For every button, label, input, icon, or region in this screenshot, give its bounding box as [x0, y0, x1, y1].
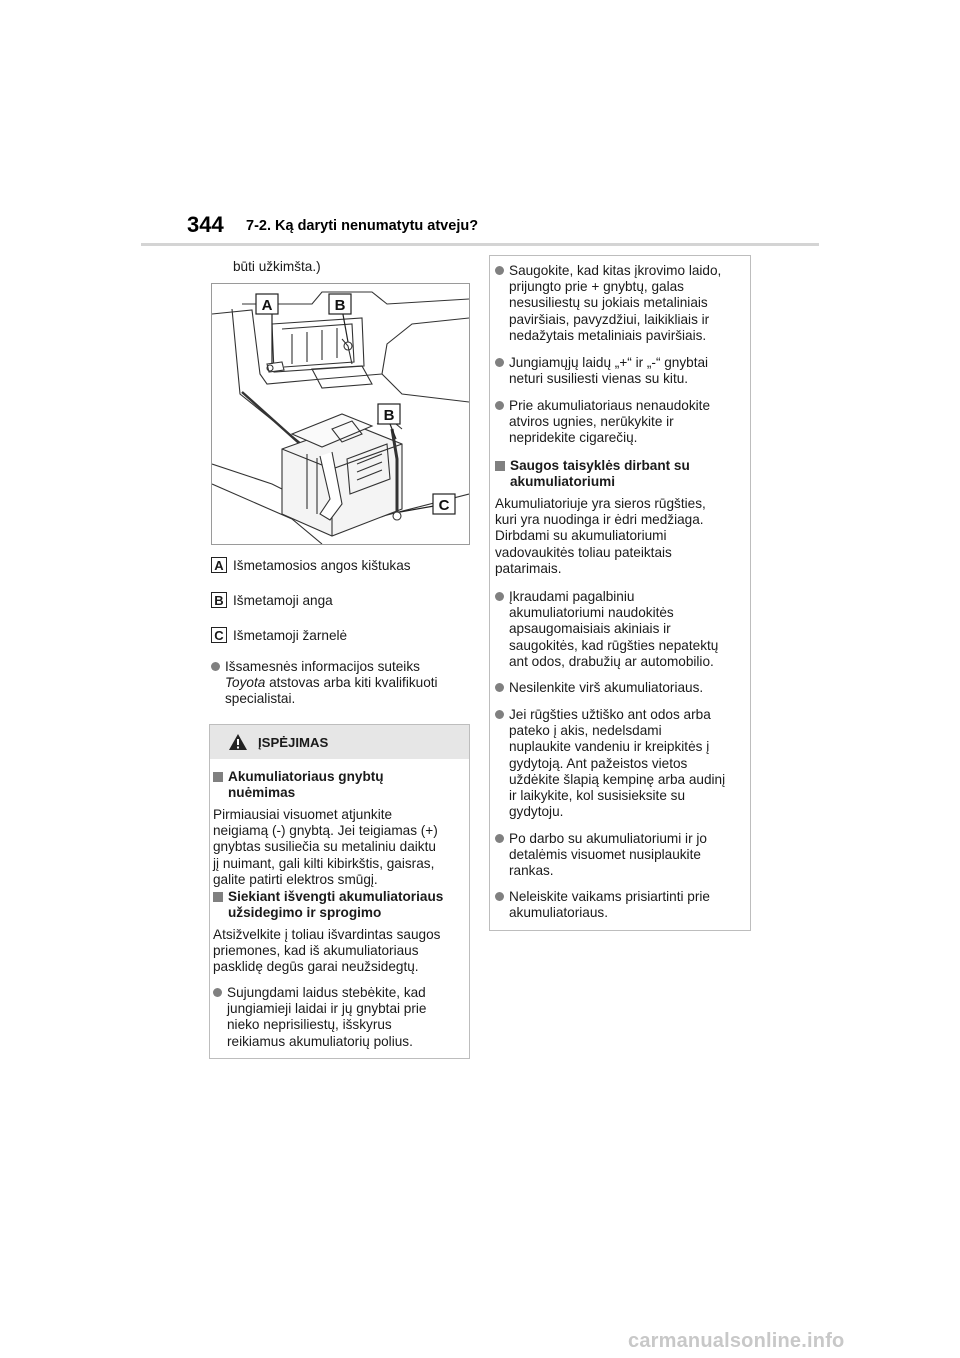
text-line: ant odos, drabužių ar automobilio. — [509, 653, 714, 669]
warning-section-2 — [213, 889, 465, 921]
battery-drawing — [212, 284, 469, 544]
right-bullet-2 — [495, 355, 745, 387]
text-line: nepridekite cigarečių. — [509, 430, 638, 446]
legend-item-a — [211, 557, 411, 573]
square-bullet-icon — [213, 892, 223, 902]
text-line: paviršiais, pavyzdžiui, laikikliais ir — [509, 311, 710, 327]
square-bullet-icon — [495, 461, 505, 471]
legend-item-c — [211, 627, 347, 643]
text-line: Saugos taisyklės dirbant su — [510, 458, 690, 473]
right-bullet-4 — [495, 589, 745, 670]
text-line: akumuliatoriumi — [510, 474, 615, 490]
text-line: akumuliatoriumi naudokitės — [509, 605, 674, 621]
text-line: galite patirti elektros smūgį. — [213, 871, 378, 887]
legend-key: A — [211, 557, 227, 573]
figure-label-b-side: B — [383, 407, 395, 424]
text-line: jungiamieji laidai ir jų gnybtai prie — [227, 1001, 427, 1017]
text-line: gnybtas susiliečia su metaliniu daiktu — [213, 839, 436, 855]
text-line: Neleiskite vaikams prisiartinti prie — [509, 889, 710, 904]
warning-section-1 — [213, 769, 463, 801]
text-line: patarimais. — [495, 560, 562, 576]
text-line: gydytoju. — [509, 804, 564, 820]
text-line: Atsižvelkite į toliau išvardintas saugos — [213, 927, 441, 942]
bullet-dot-icon — [495, 401, 504, 410]
bullet-dot-icon — [495, 358, 504, 367]
text-line: vadovaukitės toliau pateiktais — [495, 544, 672, 560]
text-line: nuplaukite vandeniu ir kreipkitės į — [509, 739, 710, 755]
text-line: nieko neprisiliestų, išskyrus — [227, 1017, 392, 1033]
info-line-2: atstovas arba kiti kvalifikuoti — [265, 675, 438, 691]
warning-heading-2-line-1: Siekiant išvengti akumuliatoriaus — [228, 889, 444, 904]
text-line: Akumuliatoriuje yra sieros rūgšties, — [495, 496, 706, 511]
text-line: neturi susiliesti vienas su kitu. — [509, 371, 689, 387]
right-bullet-6 — [495, 707, 745, 820]
text-line: reikiamus akumuliatorių polius. — [227, 1033, 413, 1049]
legend-text: Išmetamoji anga — [233, 592, 333, 608]
header-divider — [141, 243, 819, 246]
info-bullet — [211, 659, 469, 708]
bullet-dot-icon — [495, 592, 504, 601]
text-line: jį nuimant, gali kilti kibirkštis, gaisras, — [213, 855, 435, 871]
battery-illustration — [211, 283, 470, 545]
text-line: Po darbo su akumuliatoriumi ir jo — [509, 831, 707, 846]
right-bullet-5 — [495, 680, 745, 696]
text-line: pateko į akis, nedelsdami — [509, 723, 662, 739]
warning-bullet — [213, 985, 465, 1050]
warning-heading-1-line-1: Akumuliatoriaus gnybtų — [228, 769, 384, 784]
square-bullet-icon — [213, 772, 223, 782]
bullet-dot-icon — [211, 662, 220, 671]
text-line: Jei rūgšties užtiško ant odos arba — [509, 707, 711, 722]
right-bullet-7 — [495, 831, 745, 880]
warning-heading-1-line-2: nuėmimas — [228, 785, 296, 801]
info-line-1: Išsamesnės informacijos suteiks — [225, 659, 420, 674]
page-number: 344 — [187, 212, 224, 237]
continued-text: būti užkimšta.) — [233, 259, 321, 274]
warning-body-2 — [213, 927, 465, 976]
right-bullet-3 — [495, 398, 745, 447]
text-line: priemones, kad iš akumuliatoriaus — [213, 943, 419, 959]
text-line: kuri yra nuodinga ir ėdri medžiaga. — [495, 512, 704, 528]
bullet-dot-icon — [495, 266, 504, 275]
text-line: Dirbdami su akumuliatoriumi — [495, 528, 667, 544]
right-bullet-8 — [495, 889, 745, 921]
bullet-dot-icon — [495, 683, 504, 692]
text-line: detalėmis visuomet nusiplaukite — [509, 847, 701, 863]
text-line: nedažytais metaliniais paviršiais. — [509, 327, 707, 343]
text-line: saugokitės, kad rūgšties nepatektų — [509, 637, 719, 653]
bullet-dot-icon — [213, 988, 222, 997]
warning-header — [210, 725, 469, 759]
warning-box — [209, 724, 470, 1059]
text-line: Įkraudami pagalbiniu — [509, 589, 635, 604]
text-line: Nesilenkite virš akumuliatoriaus. — [509, 680, 704, 695]
text-line: apsaugomaisiais akiniais ir — [509, 621, 671, 637]
section-title: 7-2. Ką daryti nenumatytu atveju? — [246, 218, 479, 234]
watermark: carmanualsonline.info — [628, 1330, 845, 1352]
bullet-dot-icon — [495, 710, 504, 719]
bullet-dot-icon — [495, 834, 504, 843]
right-section-body — [495, 496, 747, 577]
legend-text: Išmetamosios angos kištukas — [233, 557, 411, 573]
text-line: Saugokite, kad kitas įkrovimo laido, — [509, 263, 722, 278]
figure-label-c: C — [438, 497, 450, 514]
safety-notes-box — [489, 255, 751, 931]
brand-name: Toyota — [225, 675, 266, 691]
text-line: gydytoją. Ant pažeistos vietos — [509, 755, 688, 771]
text-line: ir laikykite, kol susisieksite su — [509, 788, 686, 804]
warning-body-1 — [213, 807, 465, 888]
legend-key: B — [211, 592, 227, 608]
text-line: akumuliatoriaus. — [509, 905, 608, 921]
text-line: Sujungdami laidus stebėkite, kad — [227, 985, 426, 1000]
right-section-heading — [495, 458, 745, 490]
text-line: prijungto prie + gnybtų, galas — [509, 279, 684, 295]
legend-item-b — [211, 592, 333, 608]
warning-heading-2-line-2: užsidegimo ir sprogimo — [228, 905, 382, 921]
figure-label-b-top: B — [334, 297, 346, 314]
legend-text: Išmetamoji žarnelė — [233, 627, 348, 643]
text-line: Prie akumuliatoriaus nenaudokite — [509, 398, 711, 413]
text-line: uždėkite šlapią kempinę arba audinį — [509, 771, 726, 787]
legend-key: C — [211, 627, 227, 643]
figure-label-a: A — [261, 297, 273, 314]
bullet-dot-icon — [495, 892, 504, 901]
text-line: rankas. — [509, 863, 554, 879]
warning-triangle-icon — [228, 733, 248, 751]
text-line: nesusiliestų su jokiais metaliniais — [509, 295, 708, 311]
text-line: neigiamą (-) gnybtą. Jei teigiamas (+) — [213, 823, 438, 839]
info-line-3: specialistai. — [225, 691, 296, 707]
text-line: Jungiamųjų laidų „+“ ir „-“ gnybtai — [509, 355, 709, 370]
text-line: Pirmiausiai visuomet atjunkite — [213, 807, 393, 822]
text-line: pasklidę degūs garai neužsidegtų. — [213, 959, 419, 975]
text-line: atviros ugnies, nerūkykite ir — [509, 414, 674, 430]
warning-title: ĮSPĖJIMAS — [258, 734, 329, 750]
right-bullet-1 — [495, 263, 745, 344]
